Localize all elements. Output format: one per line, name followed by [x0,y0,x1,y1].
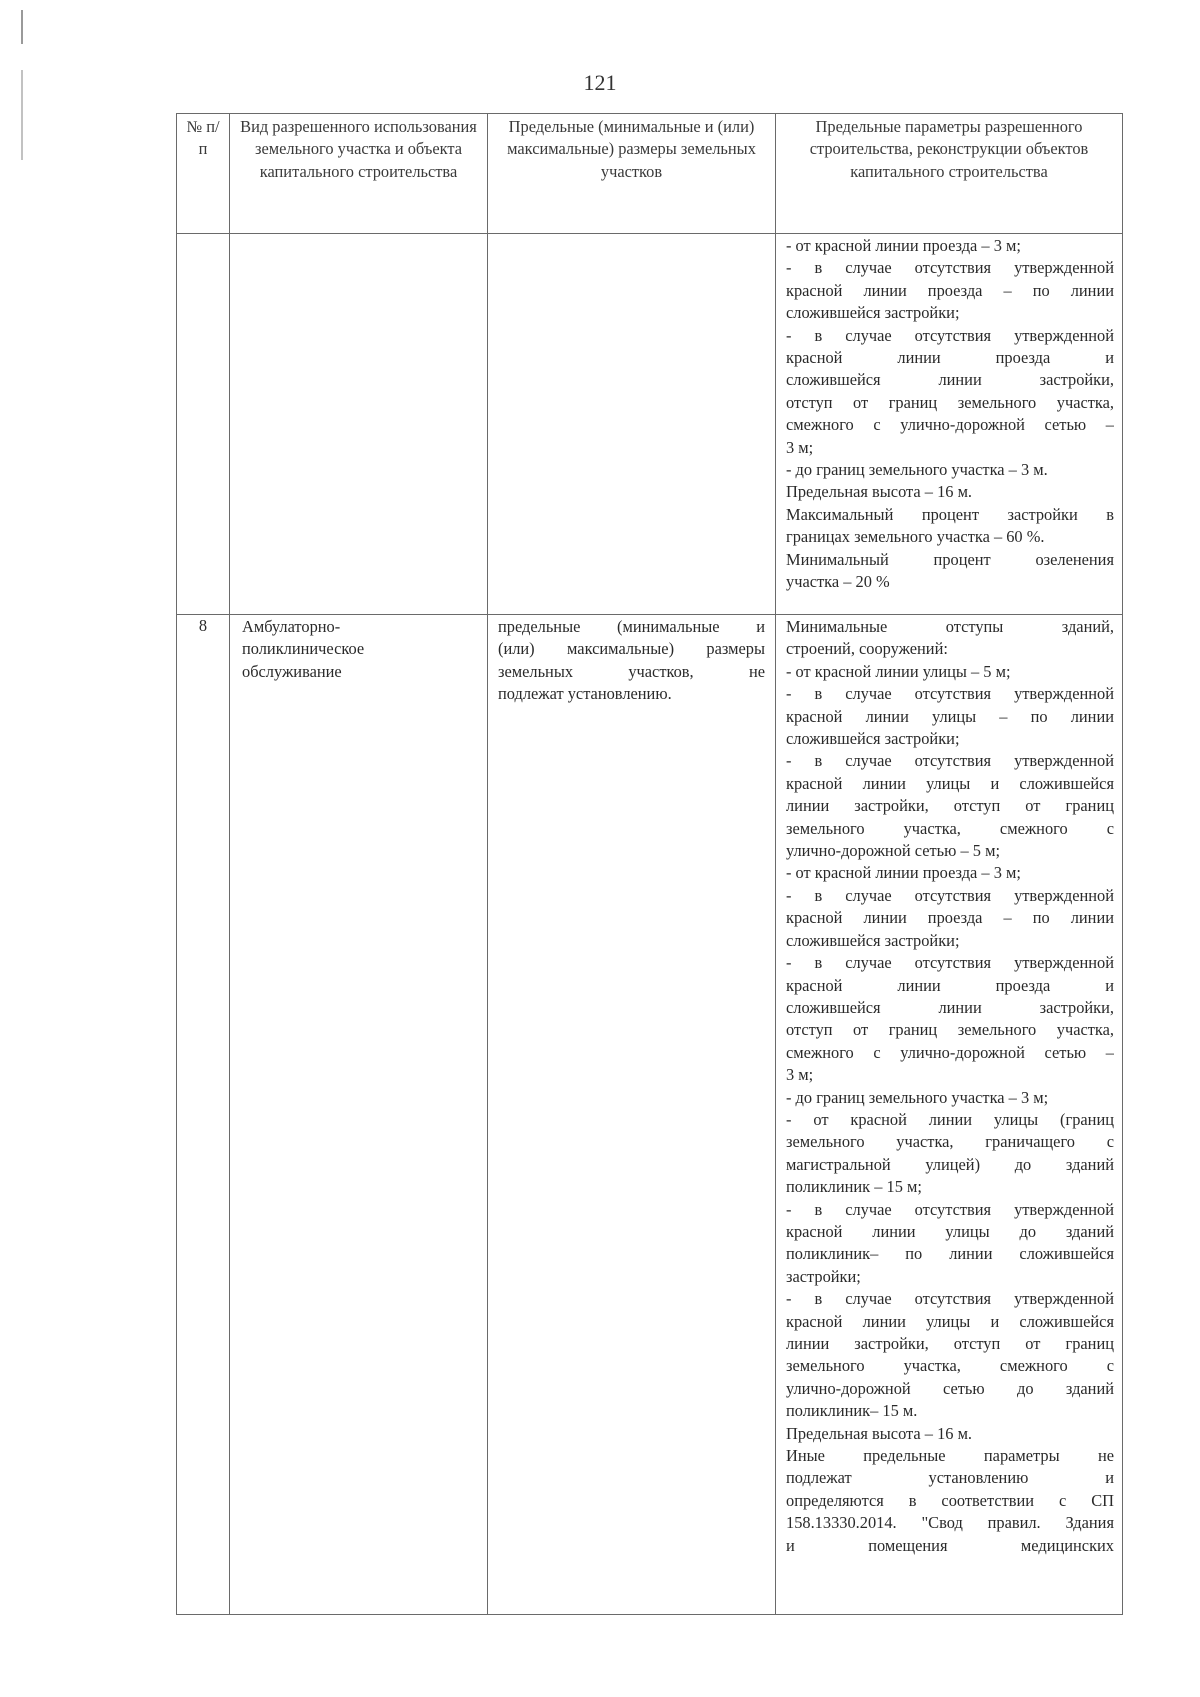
text-line: - в случае отсутствия утвержденной [786,1289,1114,1309]
text-line: земельного участка, смежного с [786,1356,1114,1376]
header-number: № п/п [177,114,230,234]
paragraph [786,325,1114,459]
zoning-regulations-table [176,113,1123,1615]
text-line: земельного участка, граничащего с [786,1132,1114,1152]
text-line: границах земельного участка – 60 %. [786,527,1045,547]
text-line: красной линии улицы и сложившейся [786,773,1114,793]
header-construction-params: Предельные параметры разрешенного строительства, реконструкции объектов капитального строительства [776,114,1123,234]
text-line: поликлиник– по линии сложившейся [786,1244,1114,1264]
text-line: поликлиник– 15 м. [786,1401,918,1421]
text-line: подлежат установлению. [498,684,672,704]
page-number: 121 [583,70,617,95]
table-header-row [177,114,1123,234]
text-line: - до границ земельного участка – 3 м. [786,460,1048,480]
paragraph [786,504,1114,549]
text-line: магистральной улицей) до зданий [786,1154,1114,1174]
paragraph [498,616,765,706]
text-line: обслуживание [242,661,342,681]
row-number: 8 [177,615,230,1615]
paragraph [786,1423,1114,1445]
paragraph [786,1288,1114,1422]
text-line: улично-дорожной сетью – 5 м; [786,841,1001,861]
construction-params-cell [776,234,1123,615]
paragraph [786,661,1114,683]
text-line: сложившейся линии застройки, [786,370,1114,390]
text-line: - от красной линии проезда – 3 м; [786,863,1021,883]
text-line: красной линии улицы – по линии [786,706,1114,726]
construction-params-cell [776,615,1123,1615]
text-line: Предельная высота – 16 м. [786,1423,973,1443]
table-row [177,234,1123,615]
plot-sizes-cell [488,615,776,1615]
text-line: земельных участков, не [498,661,765,681]
text-line: смежного с улично-дорожной сетью – [786,1042,1114,1062]
paragraph [786,616,1114,661]
text-line: застройки; [786,1266,861,1286]
text-line: отступ от границ земельного участка, [786,1020,1114,1040]
text-line: подлежат установлению и [786,1468,1114,1488]
text-line: и помещения медицинских [786,1535,1114,1555]
text-line: красной линии проезда и [786,975,1114,995]
text-line: 3 м; [786,1065,814,1085]
paragraph [786,1087,1114,1109]
header-use-type: Вид разрешенного использования земельного участка и объекта капитального строительства [230,114,488,234]
text-line: сложившейся застройки; [786,729,960,749]
text-line: красной линии проезда и [786,348,1114,368]
text-line: 158.13330.2014. "Свод правил. Здания [786,1513,1114,1533]
text-line: поликлиническое [242,639,365,659]
text-line: предельные (минимальные и [498,617,765,636]
paragraph [786,885,1114,952]
text-line: - в случае отсутствия утвержденной [786,258,1114,278]
text-line: красной линии улицы и сложившейся [786,1311,1114,1331]
text-line: линии застройки, отступ от границ [786,796,1114,816]
paragraph [786,459,1114,481]
text-line: - от красной линии проезда – 3 м; [786,236,1021,255]
text-line: - в случае отсутствия утвержденной [786,885,1114,905]
text-line: определяются в соответствии с СП [786,1490,1114,1510]
paragraph [786,750,1114,862]
text-line: сложившейся линии застройки, [786,997,1114,1017]
use-type-cell [230,234,488,615]
text-line: Предельная высота – 16 м. [786,482,973,502]
text-line: 3 м; [786,437,814,457]
paragraph [786,1445,1114,1557]
paragraph [786,862,1114,884]
text-line: (или) максимальные) размеры [498,639,765,659]
text-line: - в случае отсутствия утвержденной [786,684,1114,704]
paragraph [786,549,1114,594]
text-line: Амбулаторно- [242,617,341,636]
use-type-cell [230,615,488,1615]
text-line: Минимальный процент озеленения [786,549,1114,569]
paragraph [786,1199,1114,1289]
text-line: - от красной линии улицы (границ [786,1109,1114,1129]
text-line: Минимальные отступы зданий, [786,617,1114,636]
text-line: поликлиник – 15 м; [786,1177,922,1197]
text-line: смежного с улично-дорожной сетью – [786,415,1114,435]
text-line: красной линии улицы до зданий [786,1221,1114,1241]
text-line: - в случае отсутствия утвержденной [786,1199,1114,1219]
text-line: отступ от границ земельного участка, [786,392,1114,412]
text-line: улично-дорожной сетью до зданий [786,1378,1114,1398]
text-line: Иные предельные параметры не [786,1446,1114,1466]
text-line: Максимальный процент застройки в [786,504,1114,524]
table-body [177,234,1123,1615]
table-row [177,615,1123,1615]
text-line: участка – 20 % [786,572,890,592]
text-line: строений, сооружений: [786,639,948,659]
text-line: земельного участка, смежного с [786,818,1114,838]
paragraph [786,952,1114,1086]
paragraph [786,257,1114,324]
header-plot-sizes: Предельные (минимальные и (или) максимальные) размеры земельных участков [488,114,776,234]
text-line: - в случае отсутствия утвержденной [786,751,1114,771]
text-line: - в случае отсутствия утвержденной [786,953,1114,973]
plot-sizes-cell [488,234,776,615]
text-line: линии застройки, отступ от границ [786,1334,1114,1353]
scan-artifact-line [21,10,23,44]
text-line: - в случае отсутствия утвержденной [786,325,1114,345]
text-line: красной линии проезда – по линии [786,280,1114,300]
text-line: - до границ земельного участка – 3 м; [786,1087,1049,1107]
paragraph [786,235,1114,257]
row-number [177,234,230,615]
text-line: сложившейся застройки; [786,930,960,950]
paragraph [786,683,1114,750]
paragraph [786,481,1114,503]
paragraph [786,1109,1114,1199]
text-line: красной линии проезда – по линии [786,908,1114,928]
text-line: - от красной линии улицы – 5 м; [786,661,1011,681]
text-line: сложившейся застройки; [786,303,960,323]
